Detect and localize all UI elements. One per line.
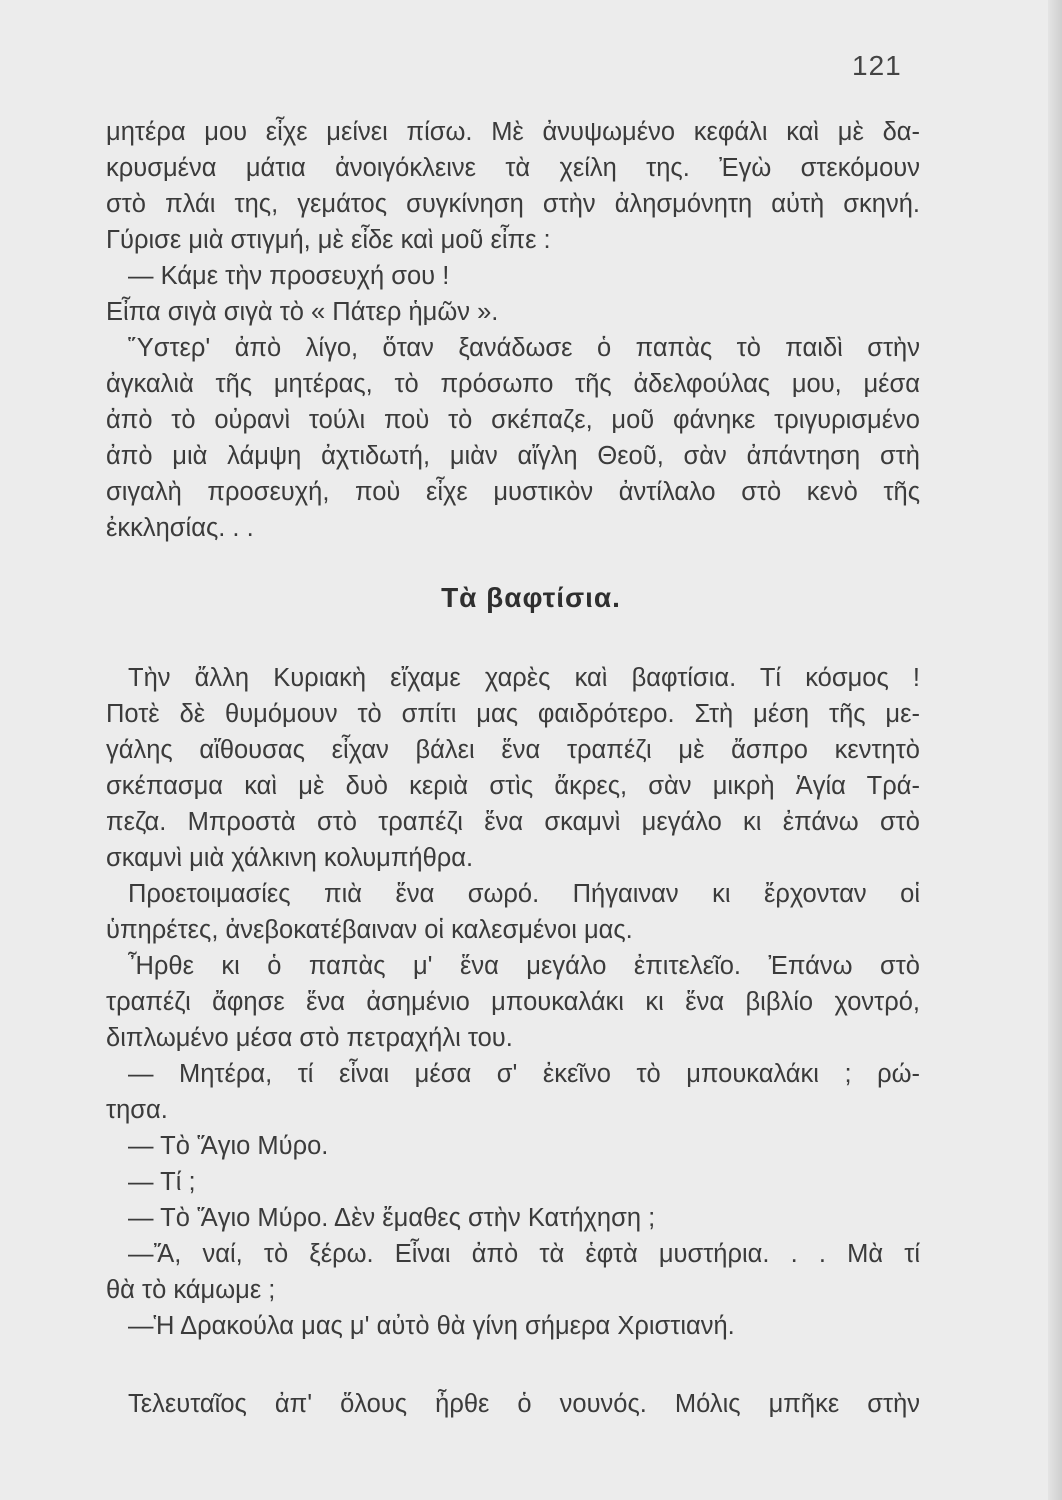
dialogue-line: —Ἡ Δρακούλα μας μ' αὐτὸ θὰ γίνη σήμερα Χριστιανή. [128,1312,735,1340]
text-line: μητέρα μου εἶχε μείνει πίσω. Μὲ ἀνυψωμένο κεφάλι καὶ μὲ δα- [106,118,920,146]
text-line: σκέπασμα καὶ μὲ δυὸ κεριὰ στὶς ἄκρες, σὰν μικρὴ Ἁγία Τρά- [106,772,920,800]
text-line: Ποτὲ δὲ θυμόμουν τὸ σπίτι μας φαιδρότερο. Στὴ μέση τῆς με- [106,700,920,728]
text-line: διπλωμένο μέσα στὸ πετραχήλι του. [106,1024,513,1052]
dialogue-line: —Ἄ, ναί, τὸ ξέρω. Εἶναι ἀπὸ τὰ ἑφτὰ μυστήρια. . . Μὰ τί [128,1240,920,1268]
page-number: 121 [852,50,902,81]
text-line: στὸ πλάι της, γεμάτος συγκίνηση στὴν ἀλησμόνητη αὐτὴ σκηνή. [106,190,920,218]
text-line: ἀγκαλιὰ τῆς μητέρας, τὸ πρόσωπο τῆς ἀδελφούλας μου, μέσα [106,370,920,398]
text-line: τραπέζι ἄφησε ἕνα ἀσημένιο μπουκαλάκι κι ἕνα βιβλίο χοντρό, [106,988,920,1016]
section-title: Τὰ βαφτίσια. [441,582,621,613]
dialogue-line: — Κάμε τὴν προσευχή σου ! [128,262,450,290]
text-line: σιγαλὴ προσευχή, ποὺ εἶχε μυστικὸν ἀντίλαλο στὸ κενὸ τῆς [106,478,920,506]
text-line: σκαμνὶ μιὰ χάλκινη κολυμπήθρα. [106,844,474,872]
dialogue-line: — Μητέρα, τί εἶναι μέσα σ' ἐκεῖνο τὸ μπουκαλάκι ; ρώ- [128,1060,920,1088]
text-line: τησα. [106,1096,168,1124]
dialogue-line: — Τὸ Ἅγιο Μύρο. Δὲν ἔμαθες στὴν Κατήχηση ; [128,1204,656,1232]
dialogue-line: — Τί ; [128,1168,196,1196]
text-line: Εἶπα σιγὰ σιγὰ τὸ « Πάτερ ἡμῶν ». [106,298,499,326]
text-line: πεζα. Μπροστὰ στὸ τραπέζι ἕνα σκαμνὶ μεγάλο κι ἐπάνω στὸ [106,808,920,836]
text-line: ἀπὸ τὸ οὐρανὶ τούλι ποὺ τὸ σκέπαζε, μοῦ φάνηκε τριγυρισμένο [106,406,920,434]
text-line: κρυσμένα μάτια ἀνοιγόκλεινε τὰ χείλη της. Ἐγὼ στεκόμουν [106,154,920,182]
text-line: ἐκκλησίας. . . [106,514,254,542]
text-line: Τὴν ἄλλη Κυριακὴ εἴχαμε χαρὲς καὶ βαφτίσια. Τί κόσμος ! [128,664,920,692]
page-edge-shadow [1048,0,1062,1500]
text-line: Τελευταῖος ἀπ' ὅλους ἦρθε ὁ νουνός. Μόλις μπῆκε στὴν [128,1390,920,1418]
text-line: Ὕστερ' ἀπὸ λίγο, ὅταν ξανάδωσε ὁ παπὰς τὸ παιδὶ στὴν [128,334,920,362]
text-line: ὑπηρέτες, ἀνεβοκατέβαιναν οἱ καλεσμένοι μας. [106,916,633,944]
text-line: Προετοιμασίες πιὰ ἕνα σωρό. Πήγαιναν κι ἔρχονταν οἱ [128,880,920,908]
dialogue-line: — Τὸ Ἅγιο Μύρο. [128,1132,329,1160]
text-line: θὰ τὸ κάμωμε ; [106,1276,276,1304]
text-line: ἀπὸ μιὰ λάμψη ἀχτιδωτή, μιὰν αἴγλη Θεοῦ, σὰν ἀπάντηση στὴ [106,442,920,470]
text-line: Ἦρθε κι ὁ παπὰς μ' ἕνα μεγάλο ἐπιτελεῖο. Ἐπάνω στὸ [128,952,920,980]
text-line: γάλης αἴθουσας εἶχαν βάλει ἕνα τραπέζι μὲ ἄσπρο κεντητὸ [106,736,920,764]
text-line: Γύρισε μιὰ στιγμή, μὲ εἶδε καὶ μοῦ εἶπε : [106,226,551,254]
